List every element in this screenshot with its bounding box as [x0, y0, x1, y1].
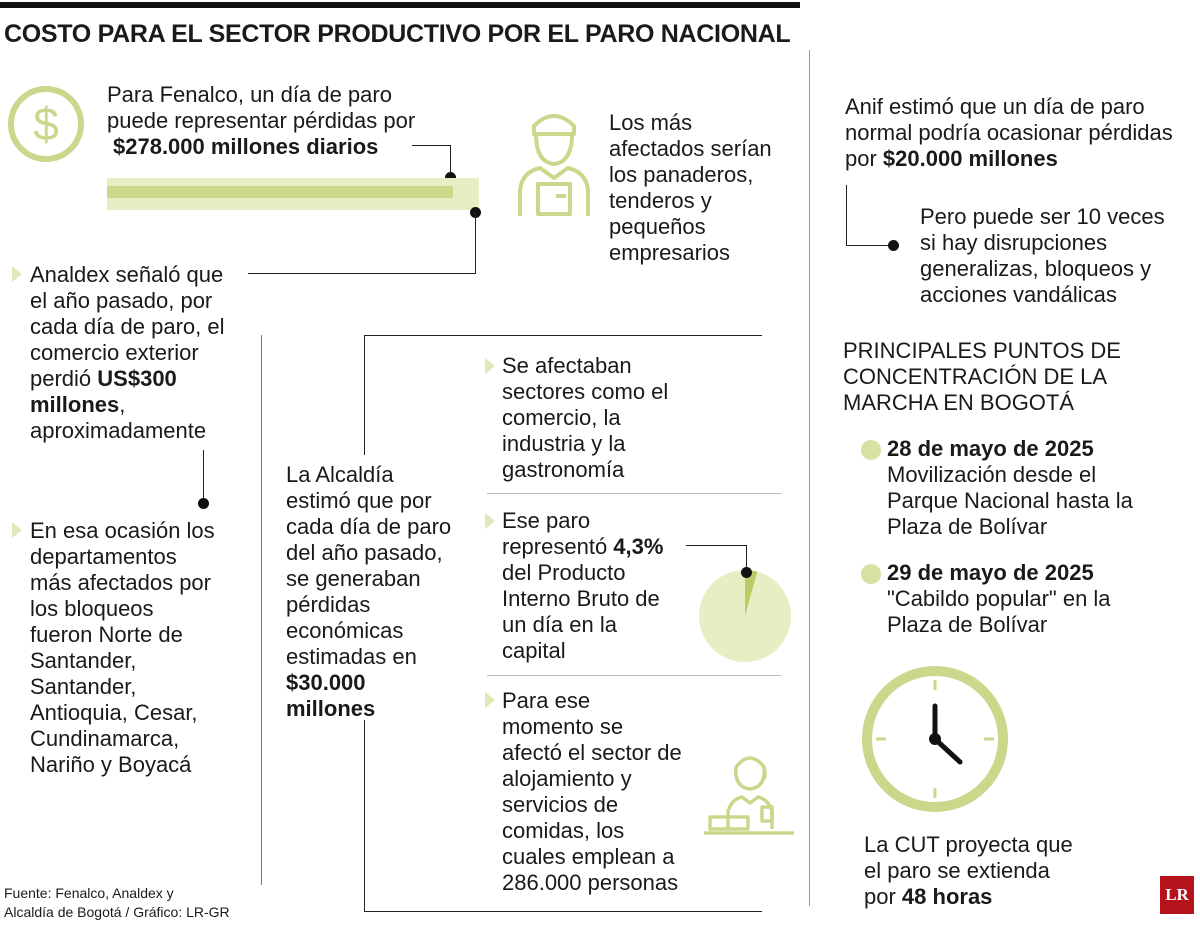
alojamiento-line: comidas, los [502, 818, 625, 843]
top-rule [0, 2, 800, 8]
anif-extra-line: generalizas, bloqueos y [920, 256, 1152, 281]
departamentos-line: Cundinamarca, [30, 726, 180, 751]
departamentos-line: Antioquia, Cesar, [30, 700, 198, 725]
worker-icon [704, 745, 796, 837]
cut-prefix: por [864, 884, 902, 909]
source-line2: Alcaldía de Bogotá / Gráfico: LR-GR [4, 904, 230, 920]
anif-extra-line: si hay disrupciones [920, 230, 1108, 255]
bullet-arrow [485, 513, 495, 529]
clock-icon [860, 664, 1010, 814]
baker-icon [516, 100, 592, 220]
departamentos-line: Nariño y Boyacá [30, 752, 192, 777]
event-bullet [861, 440, 881, 460]
event-item [887, 560, 1111, 638]
frame-line [364, 335, 762, 336]
departamentos-line: los bloqueos [30, 596, 154, 621]
pib-line: Interno Bruto de [502, 586, 660, 611]
divider [487, 493, 781, 494]
afectados-line: Los más [609, 110, 693, 135]
event-line: Plaza de Bolívar [887, 514, 1048, 539]
anif-prefix: por [845, 146, 883, 171]
analdex-block [30, 262, 224, 444]
analdex-line: Analdex señaló que [30, 262, 224, 287]
column-divider [809, 50, 810, 906]
sectores-line: sectores como el [502, 379, 669, 404]
analdex-line: comercio exterior [30, 340, 199, 365]
connector [475, 212, 476, 274]
cut-block [864, 832, 1073, 910]
analdex-prefix: perdió [30, 366, 98, 391]
departamentos-block [30, 518, 215, 778]
puntos-title-line: CONCENTRACIÓN DE LA [843, 364, 1108, 389]
departamentos-line: fueron Norte de [30, 622, 183, 647]
cut-line2: el paro se extienda [864, 858, 1050, 883]
cut-line1: La CUT proyecta que [864, 832, 1073, 857]
alojamiento-line: cuales emplean a [502, 844, 675, 869]
alcaldia-line: pérdidas [286, 592, 371, 617]
pib-line2-prefix: representó [502, 534, 614, 559]
alcaldia-block [286, 462, 451, 722]
alojamiento-line: Para ese [502, 688, 591, 713]
analdex-suffix: , [119, 392, 126, 417]
analdex-value2: millones [30, 392, 120, 417]
bullet-arrow [485, 358, 495, 374]
analdex-line: cada día de paro, el [30, 314, 225, 339]
afectados-block [609, 110, 772, 266]
anif-line1: Anif estimó que un día de paro [845, 94, 1145, 119]
analdex-value1: US$300 [97, 366, 177, 391]
event-date: 29 de mayo de 2025 [887, 560, 1094, 585]
frame-line [364, 335, 365, 455]
sectores-block [502, 353, 668, 483]
event-item [887, 436, 1133, 540]
bullet-arrow [12, 266, 22, 282]
departamentos-line: más afectados por [30, 570, 211, 595]
puntos-title [843, 338, 1121, 416]
connector [248, 273, 476, 274]
anif-line2: normal podría ocasionar pérdidas [845, 120, 1173, 145]
alcaldia-value1: $30.000 [286, 670, 366, 695]
bullet-arrow [12, 522, 22, 538]
connector-dot [741, 567, 752, 578]
loss-bar-fill [107, 186, 453, 198]
alcaldia-line: económicas [286, 618, 404, 643]
event-date: 28 de mayo de 2025 [887, 436, 1094, 461]
departamentos-line: Santander, [30, 648, 137, 673]
anif-extra-line: acciones vandálicas [920, 282, 1117, 307]
anif-extra-line: Pero puede ser 10 veces [920, 204, 1165, 229]
anif-value: $20.000 millones [882, 146, 1058, 171]
alcaldia-line: del año pasado, [286, 540, 443, 565]
dollar-icon [6, 84, 86, 164]
alojamiento-line: afectó el sector de [502, 740, 682, 765]
departamentos-line: Santander, [30, 674, 137, 699]
sectores-line: comercio, la [502, 405, 621, 430]
analdex-line: el año pasado, por [30, 288, 213, 313]
frame-line [364, 720, 365, 912]
afectados-line: empresarios [609, 240, 731, 265]
connector-dot [198, 498, 209, 509]
event-line: "Cabildo popular" en la [887, 586, 1111, 611]
connector [846, 245, 890, 246]
divider [487, 675, 781, 676]
connector [412, 145, 450, 146]
event-line: Movilización desde el [887, 462, 1097, 487]
alcaldia-line: estimadas en [286, 644, 417, 669]
connector [846, 185, 847, 245]
separator [261, 335, 262, 885]
departamentos-line: En esa ocasión los [30, 518, 215, 543]
pib-value: 4,3% [613, 534, 664, 559]
connector-dot [888, 240, 899, 251]
pib-line: capital [502, 638, 566, 663]
lr-logo: LR [1160, 876, 1194, 914]
event-line: Plaza de Bolívar [887, 612, 1048, 637]
pib-prefix: Ese paro [502, 508, 591, 533]
connector [450, 145, 451, 175]
pib-line: un día en la [502, 612, 617, 637]
fenalco-block [107, 82, 415, 160]
cut-value: 48 horas [901, 884, 993, 909]
sectores-line: gastronomía [502, 457, 625, 482]
source-line1: Fuente: Fenalco, Analdex y [4, 885, 174, 901]
page-title: COSTO PARA EL SECTOR PRODUCTIVO POR EL PARO NACIONAL [4, 20, 791, 48]
alcaldia-line: estimó que por [286, 488, 432, 513]
sectores-line: Se afectaban [502, 353, 632, 378]
afectados-line: afectados serían [609, 136, 772, 161]
event-bullet [861, 564, 881, 584]
pib-block [502, 508, 663, 664]
anif-block [845, 94, 1173, 172]
afectados-line: tenderos y [609, 188, 712, 213]
alojamiento-line: servicios de [502, 792, 619, 817]
puntos-title-line: PRINCIPALES PUNTOS DE [843, 338, 1121, 363]
connector [686, 545, 746, 546]
event-line: Parque Nacional hasta la [887, 488, 1133, 513]
frame-line [364, 911, 762, 912]
alcaldia-line: cada día de paro [286, 514, 452, 539]
alojamiento-line: 286.000 personas [502, 870, 679, 895]
fenalco-line2: puede representar pérdidas por [107, 108, 416, 133]
anif-extra-block [920, 204, 1165, 308]
bullet-arrow [485, 692, 495, 708]
alcaldia-line: se generaban [286, 566, 421, 591]
alcaldia-value2: millones [286, 696, 376, 721]
connector [203, 450, 204, 502]
alojamiento-block [502, 688, 682, 896]
sectores-line: industria y la [502, 431, 626, 456]
fenalco-value: $278.000 millones diarios [113, 134, 379, 159]
alcaldia-line: La Alcaldía [286, 462, 394, 487]
fenalco-line1: Para Fenalco, un día de paro [107, 82, 392, 107]
afectados-line: pequeños [609, 214, 706, 239]
loss-bar [107, 178, 479, 210]
alojamiento-line: alojamiento y [502, 766, 632, 791]
puntos-title-line: MARCHA EN BOGOTÁ [843, 390, 1075, 415]
svg-text:$: $ [33, 98, 59, 150]
analdex-last: aproximadamente [30, 418, 207, 443]
pib-pie-chart [697, 568, 793, 664]
alojamiento-line: momento se [502, 714, 624, 739]
source-note [4, 884, 230, 922]
afectados-line: los panaderos, [609, 162, 754, 187]
departamentos-line: departamentos [30, 544, 177, 569]
pib-line: del Producto [502, 560, 626, 585]
